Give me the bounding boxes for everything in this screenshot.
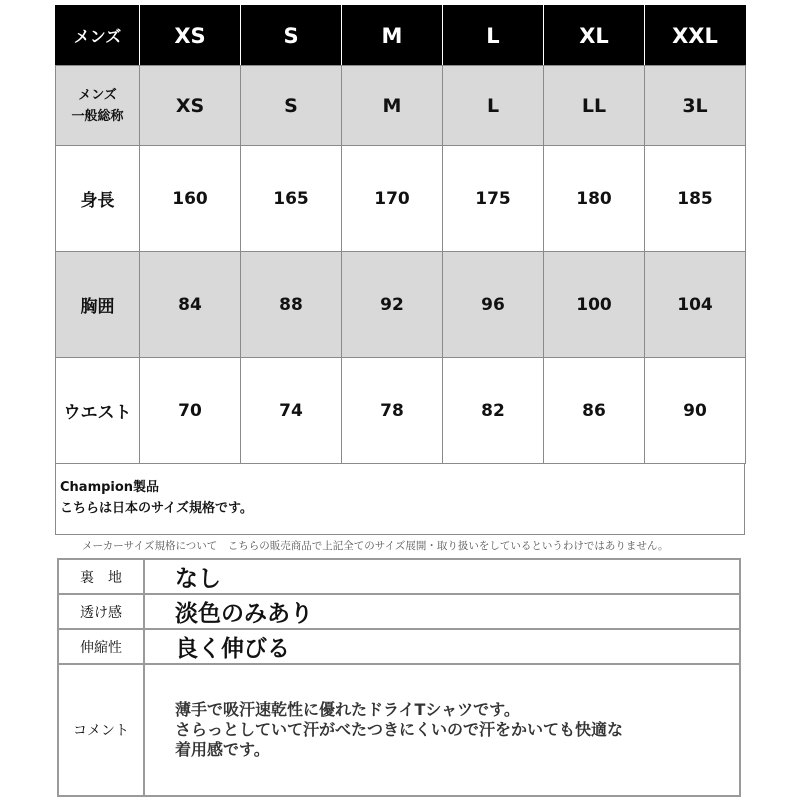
spec-label: 伸縮性: [58, 629, 144, 664]
table-cell: 165: [241, 146, 342, 252]
header-size-xl: XL: [544, 6, 645, 66]
waist-row: [56, 358, 746, 464]
spec-value: なし: [144, 559, 740, 594]
table-cell: 160: [140, 146, 241, 252]
table-cell: 74: [241, 358, 342, 464]
lining-row: [58, 559, 740, 594]
table-cell: 88: [241, 252, 342, 358]
comment-line-3: 着用感です。: [175, 740, 270, 759]
table-cell: 96: [443, 252, 544, 358]
table-cell: M: [342, 66, 443, 146]
header-size-xs: XS: [140, 6, 241, 66]
size-header-row: [56, 6, 746, 66]
header-size-m: M: [342, 6, 443, 66]
standard-note: こちらは日本のサイズ規格です。: [60, 501, 253, 516]
table-cell: 90: [645, 358, 746, 464]
table-cell: 86: [544, 358, 645, 464]
general-size-row: [56, 66, 746, 146]
chest-row: [56, 252, 746, 358]
comment-line-2: さらっとしていて汗がべたつきにくいので汗をかいても快適な: [175, 720, 624, 739]
table-cell: 84: [140, 252, 241, 358]
brand-note: Champion製品: [60, 480, 160, 495]
transparency-row: [58, 594, 740, 629]
table-cell: L: [443, 66, 544, 146]
table-cell: LL: [544, 66, 645, 146]
table-cell: 180: [544, 146, 645, 252]
spec-value: 淡色のみあり: [144, 594, 740, 629]
height-row: [56, 146, 746, 252]
stretch-row: [58, 629, 740, 664]
spec-label: 透け感: [58, 594, 144, 629]
table-cell: 92: [342, 252, 443, 358]
table-cell: S: [241, 66, 342, 146]
table-cell: 70: [140, 358, 241, 464]
comment-label: コメント: [58, 664, 144, 796]
table-cell: 100: [544, 252, 645, 358]
row-label: ウエスト: [56, 358, 140, 464]
table-cell: 3L: [645, 66, 746, 146]
comment-line-1: 薄手で吸汗速乾性に優れたドライTシャツです。: [175, 700, 520, 719]
spec-table: [57, 558, 741, 797]
size-chart-table: [55, 5, 746, 464]
comment-text: [144, 664, 740, 796]
row-label: 身長: [56, 146, 140, 252]
size-note-box: [55, 463, 745, 535]
header-label: メンズ: [56, 6, 140, 66]
header-size-s: S: [241, 6, 342, 66]
spec-value: 良く伸びる: [144, 629, 740, 664]
row-label: 胸囲: [56, 252, 140, 358]
header-size-xxl: XXL: [645, 6, 746, 66]
general-label-line2: 一般総称: [71, 108, 124, 124]
table-cell: XS: [140, 66, 241, 146]
table-cell: 185: [645, 146, 746, 252]
header-size-l: L: [443, 6, 544, 66]
spec-label: 裏 地: [58, 559, 144, 594]
table-cell: 170: [342, 146, 443, 252]
general-label-line1: メンズ: [78, 87, 117, 103]
disclaimer-text: メーカーサイズ規格について こちらの販売商品で上記全てのサイズ展開・取り扱いをしているというわけではありません。: [82, 540, 669, 552]
comment-row: [58, 664, 740, 796]
table-cell: 82: [443, 358, 544, 464]
table-cell: 78: [342, 358, 443, 464]
general-size-label: [56, 66, 140, 146]
table-cell: 175: [443, 146, 544, 252]
table-cell: 104: [645, 252, 746, 358]
